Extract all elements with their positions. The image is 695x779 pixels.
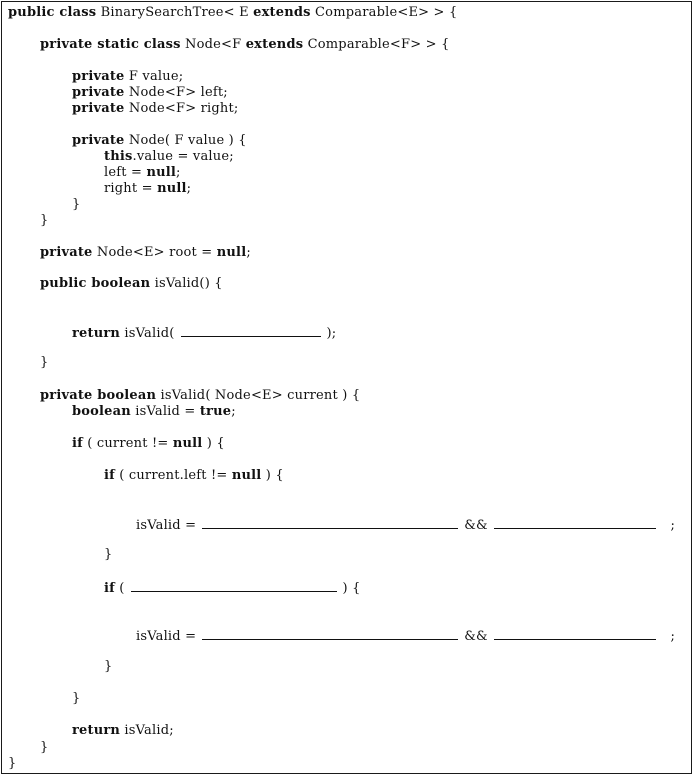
code-keyword: null — [146, 165, 177, 180]
code-keyword: extends — [253, 5, 311, 20]
code-keyword: null — [172, 436, 203, 451]
code-line — [104, 165, 181, 181]
code-line — [104, 468, 284, 484]
fill-in-blank[interactable] — [202, 627, 458, 640]
code-line — [72, 723, 174, 739]
code-keyword: private — [72, 101, 125, 116]
code-text: } — [40, 740, 49, 755]
code-keyword: extends — [245, 37, 304, 52]
code-line — [40, 740, 48, 756]
code-keyword: return — [72, 326, 121, 341]
code-keyword: private — [72, 69, 125, 84]
fill-in-blank[interactable] — [131, 579, 337, 592]
code-text: } — [72, 197, 81, 212]
code-line — [40, 37, 450, 53]
code-text: isValid = — [130, 404, 200, 419]
code-text: Node( F value ) { — [124, 133, 247, 148]
code-line — [8, 756, 16, 772]
code-text: ; — [231, 404, 236, 419]
code-keyword: private boolean — [40, 388, 157, 403]
code-line — [136, 516, 675, 532]
code-text: Comparable<F> > { — [303, 37, 450, 52]
code-line — [72, 404, 236, 420]
code-keyword: null — [157, 181, 187, 196]
code-listing-frame — [1, 1, 692, 774]
fill-in-blank[interactable] — [202, 516, 458, 529]
code-text: ) { — [261, 468, 284, 483]
code-line — [72, 197, 80, 213]
code-line — [40, 213, 48, 229]
code-text: F value; — [124, 69, 184, 84]
code-text: Node<F> right; — [124, 101, 239, 116]
code-line — [72, 133, 247, 149]
code-line — [104, 181, 191, 197]
code-line — [72, 101, 239, 117]
code-line — [72, 85, 228, 101]
code-text: right = — [104, 181, 158, 196]
code-line — [136, 627, 675, 643]
code-text: isValid; — [120, 723, 174, 738]
code-line — [104, 659, 112, 675]
code-line — [72, 69, 183, 85]
code-keyword: public class — [8, 5, 97, 20]
code-text: } — [104, 547, 113, 562]
code-line — [72, 324, 336, 340]
code-line — [104, 149, 234, 165]
code-text: ) { — [342, 581, 361, 596]
code-keyword: if — [104, 468, 115, 483]
code-line — [40, 388, 360, 404]
code-text: Node<F> left; — [124, 85, 228, 100]
code-keyword: this — [104, 149, 133, 164]
code-keyword: private — [72, 133, 125, 148]
code-line — [40, 276, 223, 292]
code-text: left = — [104, 165, 147, 180]
code-line — [8, 5, 457, 21]
code-text: ( — [114, 581, 125, 596]
code-text: isValid( Node<E> current ) { — [156, 388, 361, 403]
code-text: Node<F — [180, 37, 246, 52]
code-text: ( current != — [82, 436, 173, 451]
code-keyword: private — [72, 85, 125, 100]
code-text: isValid( — [120, 326, 175, 341]
code-text: ; — [246, 245, 251, 260]
code-text: ( current.left != — [114, 468, 232, 483]
fill-in-blank[interactable] — [181, 324, 321, 337]
code-keyword: if — [104, 581, 115, 596]
code-text: ) { — [202, 436, 225, 451]
code-line — [72, 691, 80, 707]
code-line — [72, 436, 225, 452]
code-text: } — [40, 355, 49, 370]
code-text: isValid = — [136, 518, 197, 533]
code-text: Node<E> root = — [92, 245, 217, 260]
code-text: isValid() { — [150, 276, 223, 291]
code-keyword: true — [199, 404, 232, 419]
code-keyword: return — [72, 723, 121, 738]
code-keyword: public boolean — [40, 276, 151, 291]
code-text: ; — [661, 629, 676, 644]
code-line — [104, 547, 112, 563]
code-keyword: null — [216, 245, 247, 260]
code-keyword: boolean — [72, 404, 131, 419]
code-text: } — [104, 659, 113, 674]
code-text: Comparable<E> > { — [310, 5, 458, 20]
code-text: ; — [661, 518, 676, 533]
code-text: ; — [186, 181, 192, 196]
code-keyword: private — [40, 245, 93, 260]
code-text: } — [8, 756, 17, 771]
code-keyword: private static class — [40, 37, 181, 52]
code-keyword: null — [231, 468, 262, 483]
code-line — [104, 579, 361, 595]
fill-in-blank[interactable] — [494, 627, 656, 640]
code-text: .value = value; — [132, 149, 234, 164]
code-text: ); — [326, 326, 337, 341]
fill-in-blank[interactable] — [494, 516, 656, 529]
code-text: ; — [176, 165, 181, 180]
code-line — [40, 355, 48, 371]
code-text: isValid = — [136, 629, 197, 644]
code-keyword: if — [72, 436, 83, 451]
code-text: BinarySearchTree< E — [96, 5, 254, 20]
code-line — [40, 245, 251, 261]
code-text: } — [40, 213, 49, 228]
code-text: } — [72, 691, 81, 706]
code-text: && — [464, 518, 488, 533]
code-text: && — [464, 629, 488, 644]
